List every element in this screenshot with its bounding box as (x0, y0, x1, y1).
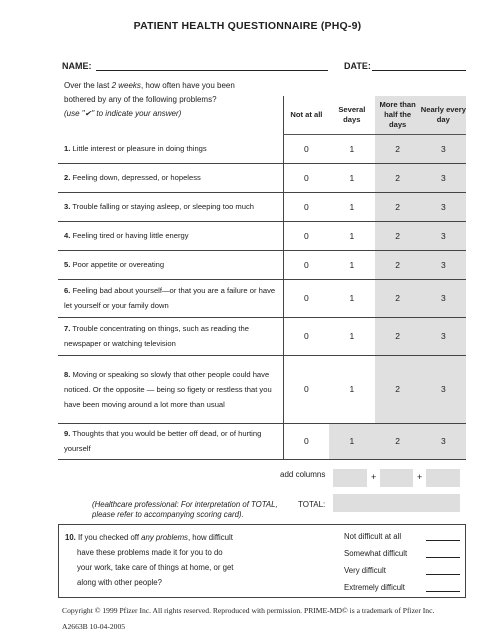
form-title: PATIENT HEALTH QUESTIONNAIRE (PHQ-9) (133, 20, 362, 32)
name-field[interactable] (96, 70, 328, 71)
question-text (58, 317, 283, 355)
total-label: TOTAL: (298, 500, 326, 509)
answer-option[interactable]: 2 (375, 279, 421, 317)
answer-option[interactable]: 1 (329, 279, 374, 317)
plus-sign: + (371, 472, 377, 482)
questionnaire-table (58, 96, 466, 460)
answer-option[interactable]: 2 (375, 134, 421, 163)
question-label: your work, take care of things at home, or get (77, 563, 234, 572)
question-row (58, 355, 466, 423)
question-row (58, 221, 466, 250)
question-text (58, 192, 283, 221)
question-label: have these problems made it for you to do (77, 548, 223, 557)
question-label: along with other people? (77, 578, 162, 587)
column-header-nearly-every-day: Nearly every day (421, 96, 466, 134)
answer-option[interactable]: 1 (329, 250, 374, 279)
date-field[interactable] (372, 70, 466, 71)
answer-option[interactable]: 3 (421, 355, 466, 423)
difficulty-answer-line[interactable] (426, 591, 460, 592)
answer-option[interactable]: 2 (375, 221, 421, 250)
question-row (58, 279, 466, 317)
answer-option[interactable]: 1 (329, 221, 374, 250)
question-row (58, 250, 466, 279)
question-number: 3. (64, 202, 71, 211)
total-box[interactable] (333, 494, 460, 512)
question-number: 2. (64, 173, 71, 182)
answer-option[interactable]: 2 (375, 423, 421, 459)
question-label: Poor appetite or overeating (72, 260, 165, 269)
difficulty-answer-line[interactable] (426, 540, 460, 541)
question-emphasis: any problems (141, 533, 188, 542)
answer-option[interactable]: 0 (283, 279, 329, 317)
question-text (58, 163, 283, 192)
scoring-note-line: (Healthcare professional: For interpretation of TOTAL, (92, 500, 278, 509)
answer-option[interactable]: 1 (329, 163, 374, 192)
column-header-several-days: Several days (329, 96, 374, 134)
instructions-hint: (use "✔" to indicate your answer) (64, 109, 182, 118)
column-sum-box[interactable] (380, 469, 413, 487)
difficulty-question-text (65, 530, 315, 590)
answer-option[interactable]: 2 (375, 250, 421, 279)
difficulty-question (58, 524, 466, 598)
answer-option[interactable]: 3 (421, 134, 466, 163)
column-header-more-than-half: More than half the days (375, 96, 421, 134)
question-text (58, 355, 283, 423)
header-spacer (58, 96, 283, 134)
question-label: Thoughts that you would be better off dead, or of hurting yourself (64, 429, 262, 453)
answer-option[interactable]: 0 (283, 250, 329, 279)
answer-option[interactable]: 0 (283, 221, 329, 250)
question-label: Trouble concentrating on things, such as reading the newspaper or watching television (64, 324, 249, 348)
answer-option[interactable]: 3 (421, 317, 466, 355)
answer-option[interactable]: 0 (283, 192, 329, 221)
difficulty-answer-line[interactable] (426, 557, 460, 558)
answer-option[interactable]: 2 (375, 317, 421, 355)
form-code: A2663B 10-04-2005 (62, 622, 126, 631)
answer-option[interactable]: 3 (421, 250, 466, 279)
difficulty-option-label: Very difficult (344, 566, 386, 575)
answer-option[interactable]: 1 (329, 192, 374, 221)
question-text (58, 423, 283, 459)
question-label: Little interest or pleasure in doing things (72, 143, 207, 153)
question-label: Feeling down, depressed, or hopeless (72, 173, 201, 182)
difficulty-option-label: Not difficult at all (344, 532, 402, 541)
column-sum-box[interactable] (333, 469, 367, 487)
question-row (58, 134, 466, 163)
scoring-note-line: please refer to accompanying scoring card). (92, 510, 244, 519)
question-label: Feeling bad about yourself—or that you are a failure or have let yourself or your family down (64, 286, 276, 310)
question-text (58, 250, 283, 279)
answer-option[interactable]: 0 (283, 355, 329, 423)
answer-option[interactable]: 2 (375, 163, 421, 192)
answer-option[interactable]: 3 (421, 221, 466, 250)
difficulty-option-label: Somewhat difficult (344, 549, 408, 558)
table-header-row (58, 96, 466, 134)
difficulty-option-label: Extremely difficult (344, 583, 405, 592)
answer-option[interactable]: 1 (329, 134, 374, 163)
column-header-not-at-all: Not at all (283, 96, 329, 134)
question-label: If you checked off (78, 533, 142, 542)
question-number: 8. (64, 369, 71, 379)
answer-option[interactable]: 3 (421, 279, 466, 317)
question-number: 7. (64, 324, 71, 333)
question-number: 1. (64, 143, 71, 153)
date-label: DATE: (344, 61, 371, 71)
name-label: NAME: (62, 61, 92, 71)
question-row (58, 163, 466, 192)
difficulty-answer-line[interactable] (426, 574, 460, 575)
question-row (58, 192, 466, 221)
add-columns-label: add columns (280, 470, 326, 479)
answer-option[interactable]: 2 (375, 355, 421, 423)
column-sum-box[interactable] (426, 469, 460, 487)
question-text (58, 221, 283, 250)
question-row (58, 423, 466, 459)
answer-option[interactable]: 3 (421, 192, 466, 221)
answer-option[interactable]: 3 (421, 423, 466, 459)
answer-option[interactable]: 0 (283, 134, 329, 163)
answer-option[interactable]: 1 (329, 355, 374, 423)
plus-sign: + (417, 472, 423, 482)
question-text (58, 134, 283, 163)
scoring-note (92, 500, 292, 520)
answer-option[interactable]: 0 (283, 317, 329, 355)
question-row (58, 317, 466, 355)
question-label: Trouble falling or staying asleep, or sleeping too much (72, 202, 254, 211)
question-number: 9. (64, 429, 71, 438)
instructions-text: , how often have you been (140, 81, 235, 90)
question-number: 4. (64, 231, 71, 240)
question-label: Feeling tired or having little energy (72, 231, 189, 240)
instructions-text: bothered by any of the following problems? (64, 95, 217, 104)
question-number: 6. (64, 286, 71, 295)
copyright-notice: Copyright © 1999 Pfizer Inc. All rights reserved. Reproduced with permission. PRIME-MD© is a trademark of Pfizer Inc. (62, 606, 435, 615)
question-label: Moving or speaking so slowly that other people could have noticed. Or the opposite — being so figety or restless that you have been moving around a lot more than usual (64, 369, 272, 409)
instructions-text: Over the last (64, 81, 112, 90)
question-number: 10. (65, 533, 76, 542)
answer-option[interactable]: 0 (283, 163, 329, 192)
question-text (58, 279, 283, 317)
answer-option[interactable]: 2 (375, 192, 421, 221)
answer-option[interactable]: 3 (421, 163, 466, 192)
answer-option[interactable]: 1 (329, 423, 374, 459)
answer-option[interactable]: 0 (283, 423, 329, 459)
question-number: 5. (64, 260, 71, 269)
question-label: , how difficult (187, 533, 233, 542)
instructions-emphasis: 2 weeks (111, 81, 141, 90)
answer-option[interactable]: 1 (329, 317, 374, 355)
